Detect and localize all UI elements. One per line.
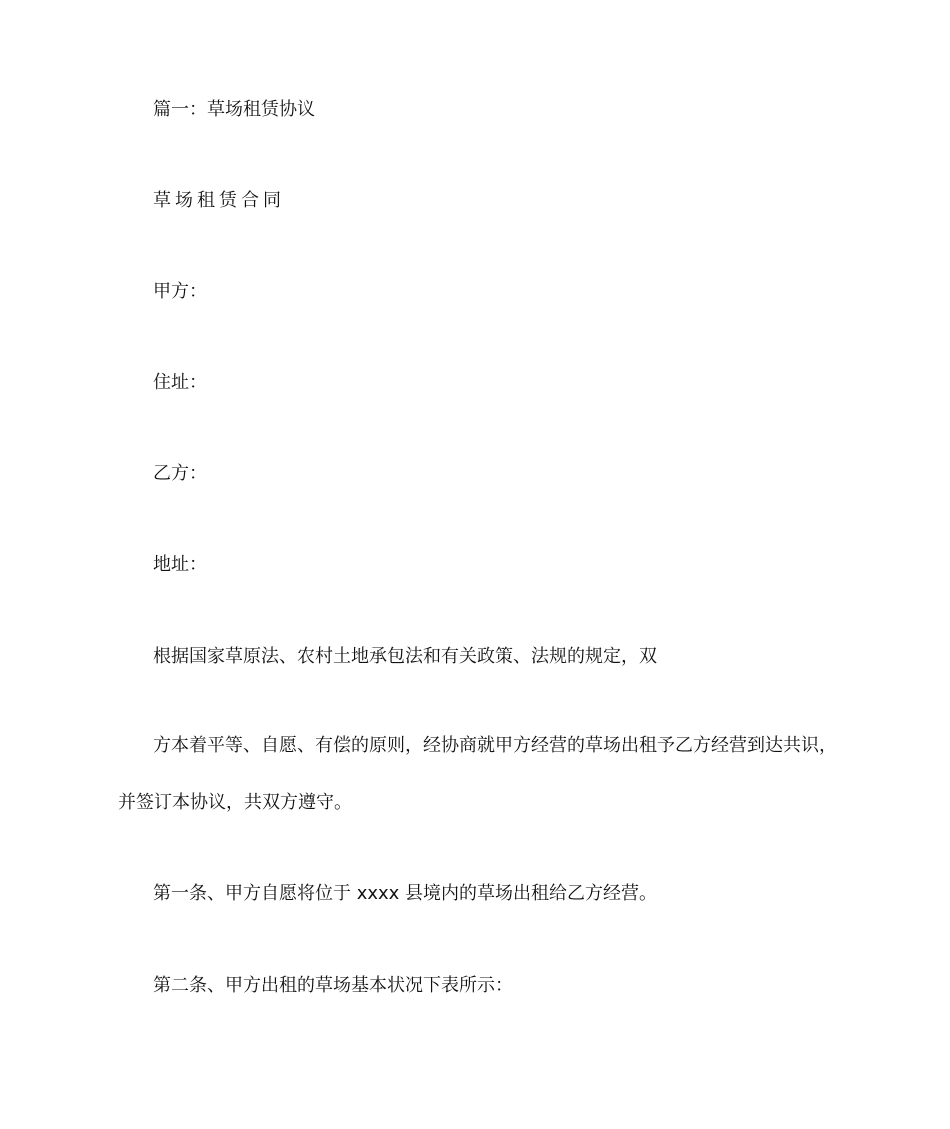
party-a-address-label: 住址： bbox=[153, 372, 207, 393]
preamble-line-3: 并签订本协议，共双方遵守。 bbox=[118, 792, 352, 813]
party-b-address-label: 地址： bbox=[153, 554, 207, 575]
preamble-line-1: 根据国家草原法、农村土地承包法和有关政策、法规的规定，双 bbox=[153, 646, 657, 667]
article-2: 第二条、甲方出租的草场基本状况下表所示： bbox=[153, 975, 513, 996]
section-heading: 篇一：草场租赁协议 bbox=[153, 99, 315, 120]
party-b-label: 乙方： bbox=[153, 463, 207, 484]
party-a-label: 甲方： bbox=[153, 281, 207, 302]
contract-title: 草场租赁合同 bbox=[153, 190, 285, 211]
article-1: 第一条、甲方自愿将位于 xxxx 县境内的草场出租给乙方经营。 bbox=[153, 883, 658, 904]
preamble-line-2: 方本着平等、自愿、有偿的原则，经协商就甲方经营的草场出租予乙方经营到达共识， bbox=[153, 735, 837, 756]
